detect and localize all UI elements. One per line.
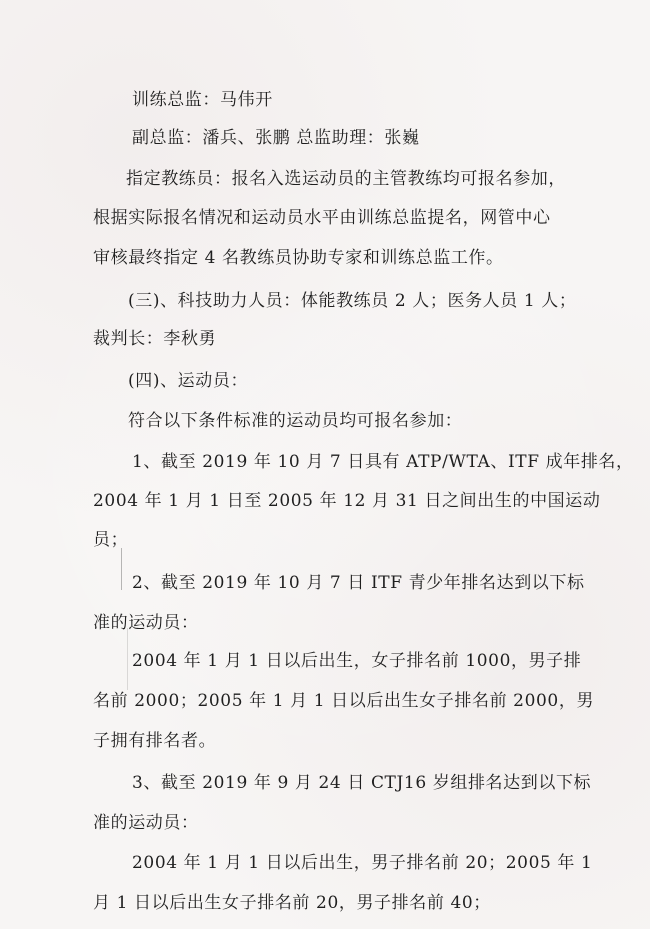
text-line-18: 3、截至 2019 年 9 月 24 日 CTJ16 岁组排名达到以下标 bbox=[132, 773, 592, 793]
text-line-6: (三)、科技助力人员：体能教练员 2 人；医务人员 1 人； bbox=[128, 291, 577, 311]
text-line-16: 名前 2000；2005 年 1 月 1 日以后出生女子排名前 2000，男 bbox=[93, 691, 595, 711]
scan-mark bbox=[127, 628, 128, 690]
text-line-14: 准的运动员： bbox=[93, 613, 199, 633]
text-line-11: 2004 年 1 月 1 日至 2005 年 12 月 31 日之间出生的中国运动 bbox=[93, 491, 601, 511]
text-line-9: 符合以下条件标准的运动员均可报名参加： bbox=[128, 411, 463, 431]
text-line-10: 1、截至 2019 年 10 月 7 日具有 ATP/WTA、ITF 成年排名， bbox=[132, 452, 634, 472]
text-line-8: (四)、运动员： bbox=[128, 371, 249, 391]
text-line-19: 准的运动员： bbox=[93, 813, 199, 833]
text-line-2: 副总监：潘兵、张鹏 总监助理：张巍 bbox=[132, 128, 420, 148]
text-line-1: 训练总监：马伟开 bbox=[132, 90, 273, 110]
text-line-3: 指定教练员：报名入选运动员的主管教练均可报名参加， bbox=[126, 169, 566, 189]
text-line-5: 审核最终指定 4 名教练员协助专家和训练总监工作。 bbox=[93, 248, 504, 268]
text-line-4: 根据实际报名情况和运动员水平由训练总监提名，网管中心 bbox=[93, 208, 551, 228]
text-line-7: 裁判长：李秋勇 bbox=[93, 329, 217, 349]
text-line-21: 月 1 日以后出生女子排名前 20，男子排名前 40； bbox=[93, 893, 491, 913]
text-line-17: 子拥有排名者。 bbox=[93, 731, 217, 751]
scan-mark bbox=[121, 548, 122, 590]
text-line-20: 2004 年 1 月 1 日以后出生，男子排名前 20；2005 年 1 bbox=[132, 853, 593, 873]
text-line-12: 员； bbox=[93, 530, 129, 550]
text-line-13: 2、截至 2019 年 10 月 7 日 ITF 青少年排名达到以下标 bbox=[132, 573, 585, 593]
text-line-15: 2004 年 1 月 1 日以后出生，女子排名前 1000，男子排 bbox=[132, 651, 582, 671]
